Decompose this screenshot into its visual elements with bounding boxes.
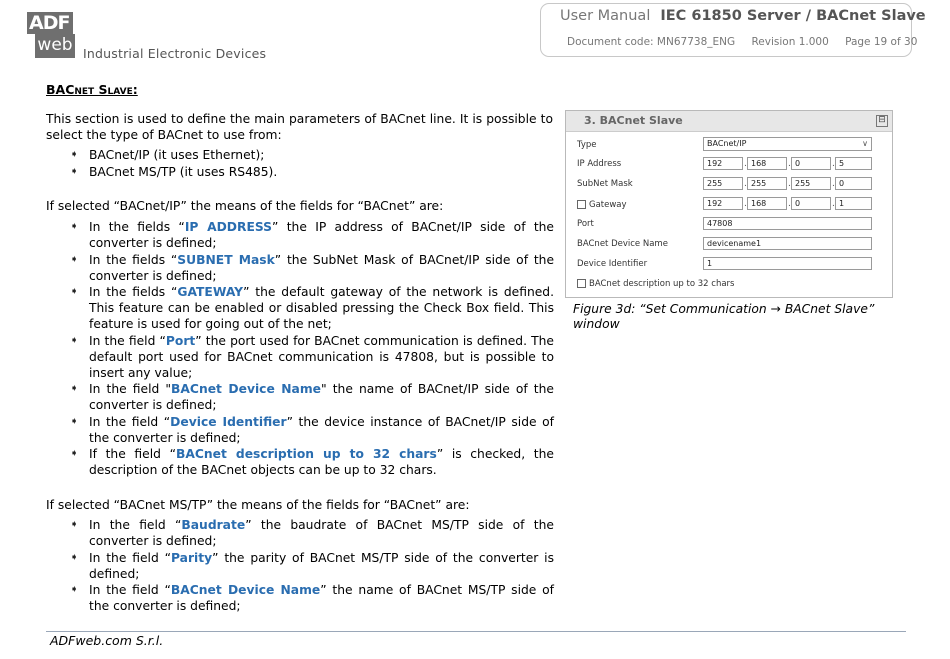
port-input[interactable]: 47808 [703,217,872,230]
subnet-octet-3[interactable]: 255 [791,177,831,190]
revision: Revision 1.000 [751,36,829,48]
gateway-checkbox[interactable] [577,200,586,209]
gateway-octet-4[interactable]: 1 [835,197,872,210]
device-name-input[interactable]: devicename1 [703,237,872,250]
type-select-value: BACnet/IP [707,139,747,148]
ip-octet-3[interactable]: 0 [791,157,831,170]
subnet-octet-4[interactable]: 0 [835,177,872,190]
list-item: ➧ BACnet MS/TP (it uses RS485). [70,164,278,179]
dot-separator: . [788,199,791,209]
ip-heading: If selected “BACnet/IP” the means of the fields for “BACnet” are: [46,199,444,213]
subnet-label: SubNet Mask [577,179,633,189]
desc32-checkbox[interactable] [577,279,586,288]
dot-separator: . [788,159,791,169]
dot-separator: . [788,179,791,189]
header-title [560,8,926,24]
list-item: ➧ If the field “BACnet description up to 32 chars” is checked, the description of the BACnet objects can be up to 32 chars. [70,447,554,477]
intro-paragraph: This section is used to define the main parameters of BACnet line. It is possible to select the type of BACnet to use from: [46,112,553,142]
desc32-label: BACnet description up to 32 chars [589,279,735,289]
mstp-heading: If selected “BACnet MS/TP” the means of the fields for “BACnet” are: [46,498,470,512]
list-item: ➧ In the field “Parity” the parity of BACnet MS/TP side of the converter is defined; [70,550,554,581]
panel-header [566,111,892,132]
mstp-fields-list [70,517,554,615]
panel-title: 3. BACnet Slave [584,114,683,127]
dot-separator: . [744,159,747,169]
section-title: BACnet Slave: [46,82,138,97]
product-name: IEC 61850 Server / BACnet Slave [660,8,926,24]
list-item: ➧ In the field “BACnet Device Name” the name of BACnet MS/TP side of the converter is defined; [70,583,555,613]
gateway-label: Gateway [589,200,627,210]
dot-separator: . [744,199,747,209]
bacnet-slave-panel [565,110,893,298]
header-meta [567,36,917,48]
list-item: ➧ In the fields “GATEWAY” the default gateway of the network is defined. This feature can be enabled or disabled pressing the Check Box field. This feature is used for going out of the net; [70,285,555,331]
device-id-input[interactable]: 1 [703,257,872,270]
ip-octet-2[interactable]: 168 [747,157,787,170]
gateway-octet-2[interactable]: 168 [747,197,787,210]
figure-caption: Figure 3d: “Set Communication → BACnet Slave” window [573,302,875,331]
dot-separator: . [832,179,835,189]
ip-address-label: IP Address [577,159,622,169]
doc-code: Document code: MN67738_ENG [567,36,736,48]
chevron-down-icon: ∨ [862,139,868,148]
subnet-octet-1[interactable]: 255 [703,177,743,190]
logo-bottom: web [35,34,75,58]
device-id-label: Device Identifier [577,259,648,269]
list-item: ➧ In the fields “SUBNET Mask” the SubNet Mask of BACnet/IP side of the converter is defined; [70,252,555,283]
ip-octet-1[interactable]: 192 [703,157,743,170]
gateway-octet-3[interactable]: 0 [791,197,831,210]
ip-octet-4[interactable]: 5 [835,157,872,170]
port-label: Port [577,219,594,229]
list-item: ➧ In the fields “IP ADDRESS” the IP address of BACnet/IP side of the converter is defined; [70,220,554,250]
list-item: ➧ BACnet/IP (it uses Ethernet); [70,148,265,162]
subnet-octet-2[interactable]: 255 [747,177,787,190]
dot-separator: . [832,159,835,169]
logo-top: ADF [27,12,73,34]
gateway-octet-1[interactable]: 192 [703,197,743,210]
ip-fields-list [70,219,554,479]
collapse-icon[interactable]: ⊟ [876,115,888,127]
dot-separator: . [832,199,835,209]
footer-company: ADFweb.com S.r.l. [50,633,164,648]
list-item: ➧ In the field “Port” the port used for BACnet communication is defined. The default port used for BACnet communication is 47808, but is possible to insert any value; [70,333,554,380]
type-select[interactable] [703,137,872,151]
company-tagline: Industrial Electronic Devices [83,46,267,61]
list-item: ➧ In the field "BACnet Device Name" the name of BACnet/IP side of the converter is defined; [70,382,554,412]
type-label: Type [577,140,597,150]
device-name-label: BACnet Device Name [577,239,668,249]
list-item: ➧ In the field “Baudrate” the baudrate of BACnet MS/TP side of the converter is defined; [70,518,554,548]
footer-divider [46,631,906,632]
manual-label: User Manual [560,8,651,24]
type-list [70,147,554,180]
page-number: Page 19 of 30 [845,36,918,48]
adfweb-logo [27,12,75,58]
dot-separator: . [744,179,747,189]
list-item: ➧ In the field “Device Identifier” the device instance of BACnet/IP side of the converter is defined; [70,414,554,445]
